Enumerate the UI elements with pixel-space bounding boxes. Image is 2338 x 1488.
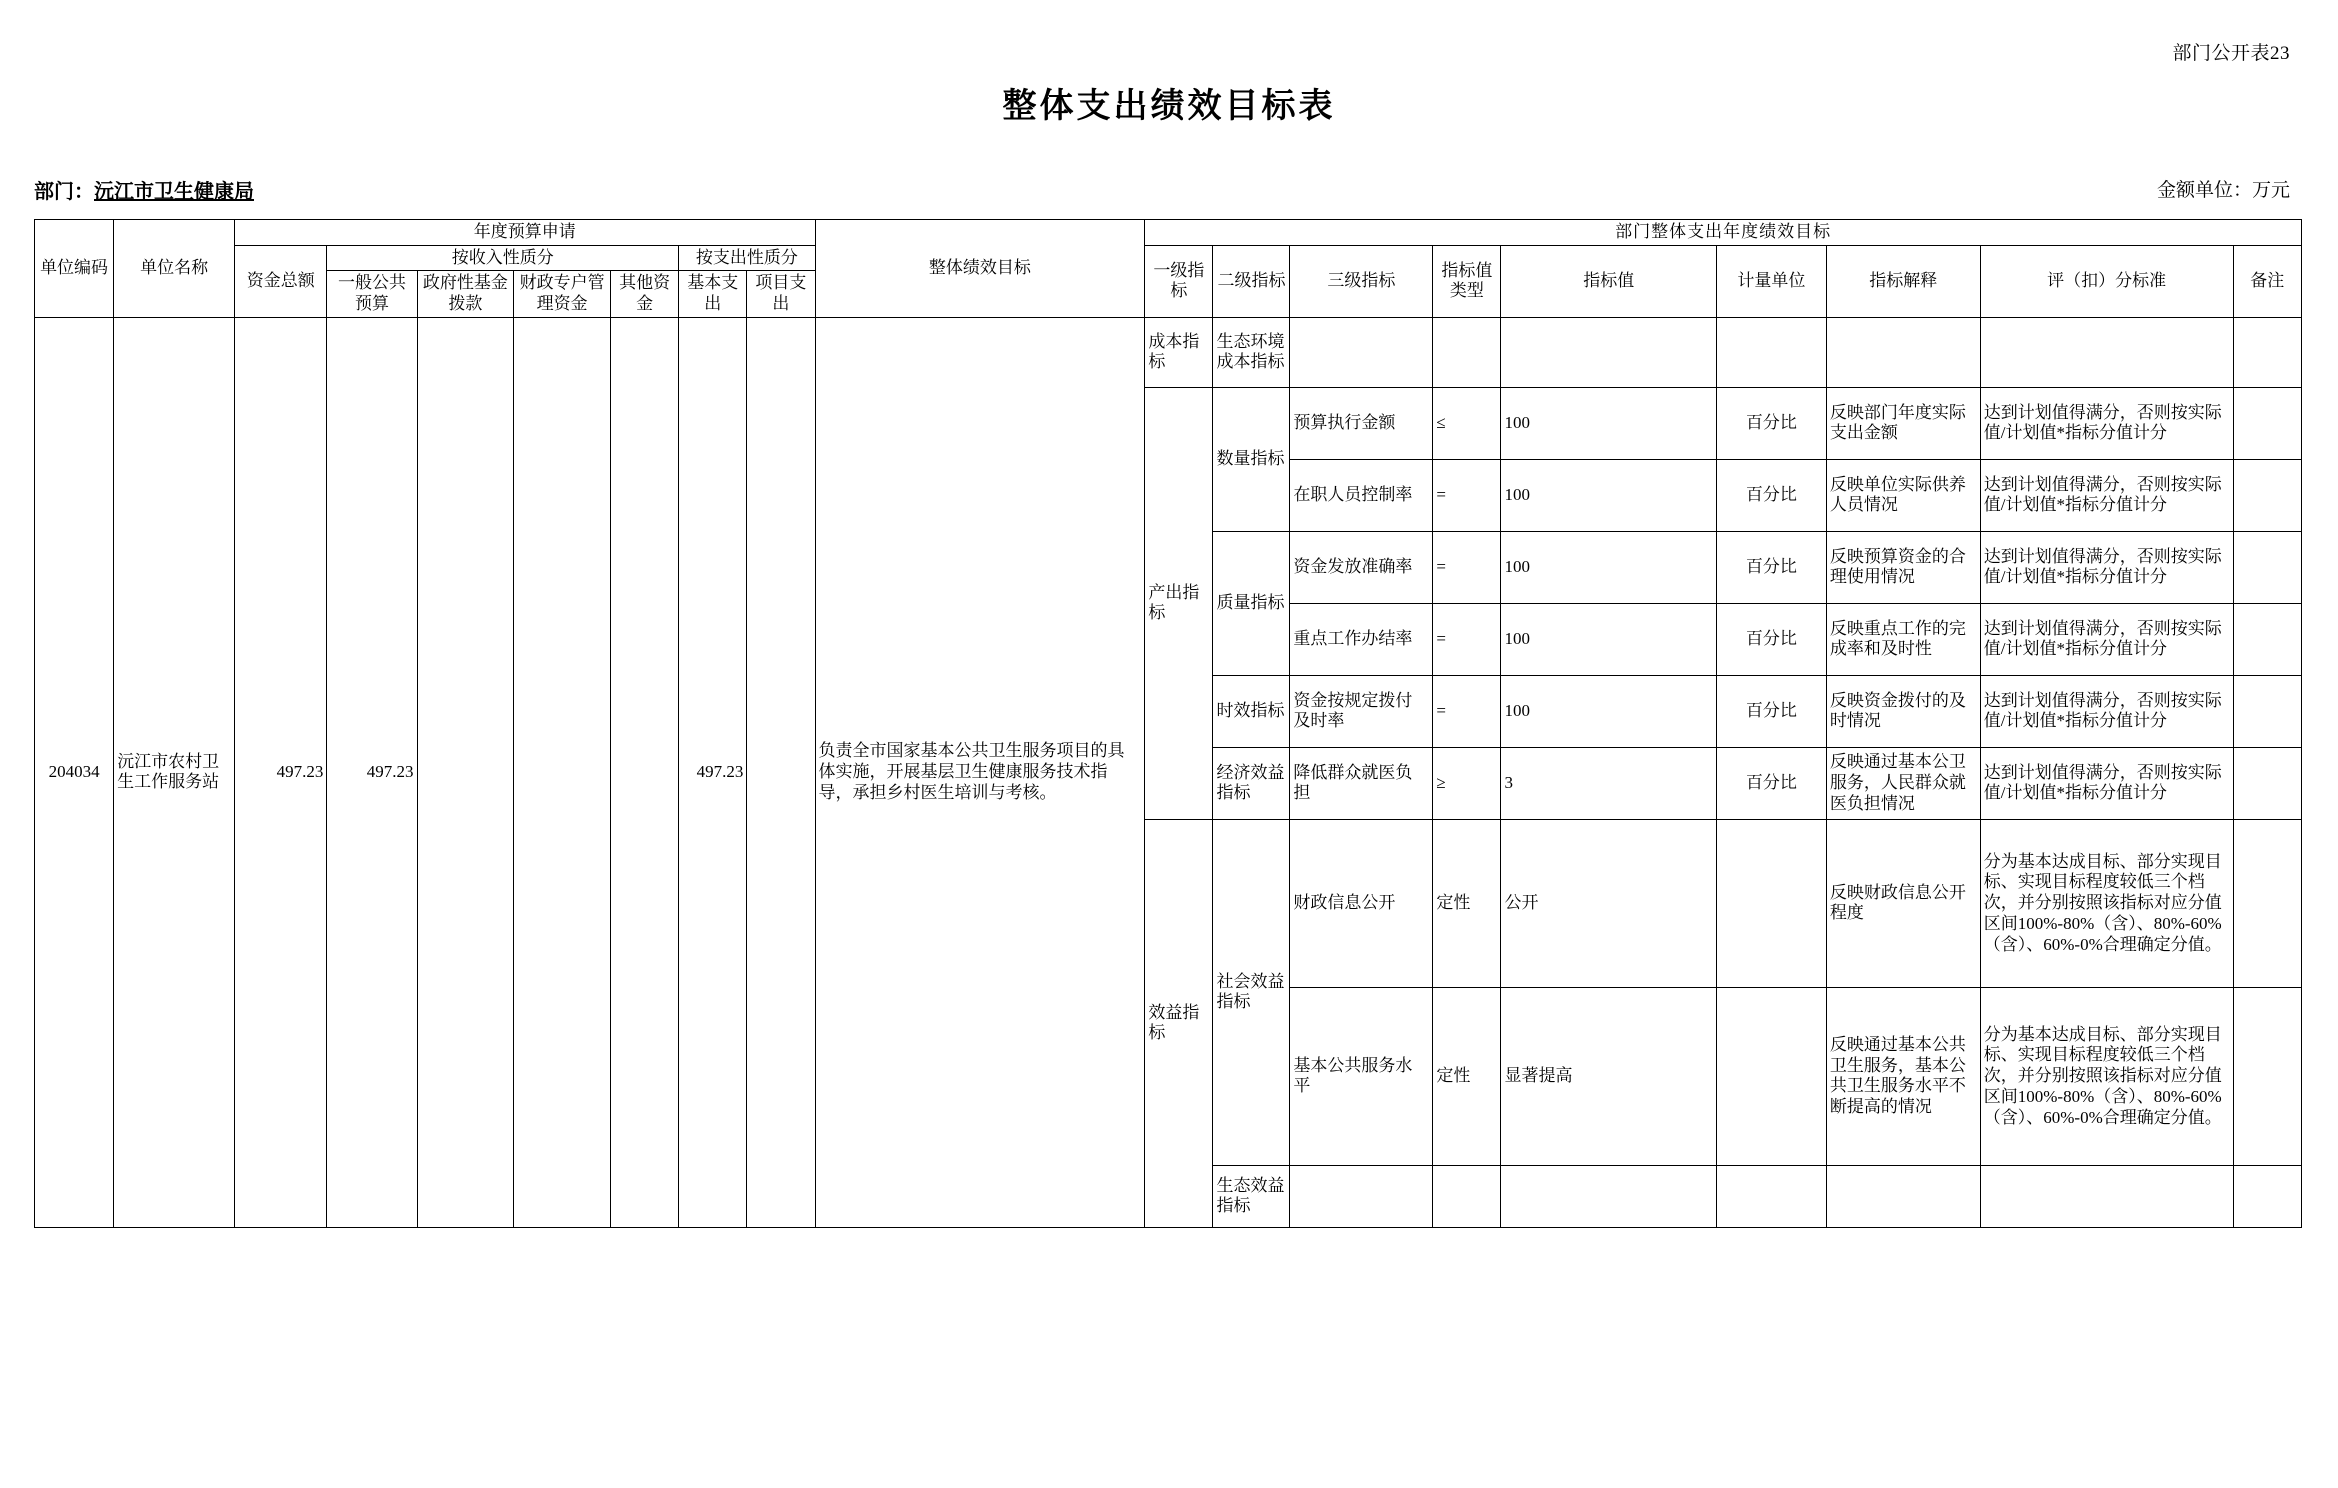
cell-remark — [2233, 987, 2301, 1165]
cell-other-funds — [611, 317, 679, 1227]
cell-value: 100 — [1501, 387, 1716, 459]
table-header-row-1 — [35, 220, 2302, 246]
header-unit-name: 单位名称 — [114, 220, 235, 318]
cell-level3: 降低群众就医负担 — [1290, 747, 1433, 819]
header-explanation: 指标解释 — [1826, 245, 1980, 317]
cell-value-type: = — [1433, 531, 1501, 603]
cell-value-type: ≥ — [1433, 747, 1501, 819]
department-line — [34, 175, 254, 204]
header-remark: 备注 — [2233, 245, 2301, 317]
cell-explanation — [1826, 317, 1980, 387]
cell-value: 100 — [1501, 603, 1716, 675]
cell-value: 3 — [1501, 747, 1716, 819]
cell-value: 100 — [1501, 531, 1716, 603]
document-subheader — [34, 175, 2304, 205]
cell-value — [1501, 1165, 1716, 1227]
cell-level2: 生态效益指标 — [1213, 1165, 1290, 1227]
cell-explanation: 反映通过基本公卫服务，人民群众就医负担情况 — [1826, 747, 1980, 819]
cell-fund-total: 497.23 — [235, 317, 327, 1227]
table-row — [35, 317, 2302, 387]
cell-unit-name: 沅江市农村卫生工作服务站 — [114, 317, 235, 1227]
cell-remark — [2233, 459, 2301, 531]
cell-level3 — [1290, 317, 1433, 387]
cell-general-public-budget: 497.23 — [327, 317, 417, 1227]
cell-scoring: 达到计划值得满分，否则按实际值/计划值*指标分值计分 — [1980, 531, 2233, 603]
cell-explanation: 反映部门年度实际支出金额 — [1826, 387, 1980, 459]
cell-level3: 财政信息公开 — [1290, 819, 1433, 987]
cell-measure-unit: 百分比 — [1716, 531, 1826, 603]
cell-value: 公开 — [1501, 819, 1716, 987]
cell-level2: 经济效益指标 — [1213, 747, 1290, 819]
cell-gov-fund-appropriation — [417, 317, 514, 1227]
header-level3: 三级指标 — [1290, 245, 1433, 317]
header-value: 指标值 — [1501, 245, 1716, 317]
cell-scoring — [1980, 317, 2233, 387]
cell-overall-goal: 负责全市国家基本公共卫生服务项目的具体实施，开展基层卫生健康服务技术指导，承担乡村医生培训与考核。 — [815, 317, 1145, 1227]
header-measure-unit: 计量单位 — [1716, 245, 1826, 317]
cell-scoring: 分为基本达成目标、部分实现目标、实现目标程度较低三个档次，并分别按照该指标对应分值区间100%-80%（含）、80%-60%（含）、60%-0%合理确定分值。 — [1980, 987, 2233, 1165]
cell-level1: 产出指标 — [1145, 387, 1213, 819]
cell-explanation — [1826, 1165, 1980, 1227]
cell-level3: 重点工作办结率 — [1290, 603, 1433, 675]
cell-value: 100 — [1501, 459, 1716, 531]
cell-level3: 资金按规定拨付及时率 — [1290, 675, 1433, 747]
header-basic-expense: 基本支出 — [679, 271, 747, 317]
cell-value-type: 定性 — [1433, 987, 1501, 1165]
header-other-funds: 其他资金 — [611, 271, 679, 317]
header-by-expense-nature: 按支出性质分 — [679, 245, 815, 271]
cell-scoring: 分为基本达成目标、部分实现目标、实现目标程度较低三个档次，并分别按照该指标对应分值区间100%-80%（含）、80%-60%（含）、60%-0%合理确定分值。 — [1980, 819, 2233, 987]
form-number-label: 部门公开表23 — [2172, 43, 2290, 64]
cell-level2: 时效指标 — [1213, 675, 1290, 747]
cell-measure-unit: 百分比 — [1716, 603, 1826, 675]
cell-project-expense — [747, 317, 815, 1227]
performance-goal-table — [34, 219, 2302, 1228]
cell-measure-unit: 百分比 — [1716, 747, 1826, 819]
department-name: 沅江市卫生健康局 — [94, 181, 254, 203]
header-annual-budget-request: 年度预算申请 — [235, 220, 815, 246]
cell-level3: 在职人员控制率 — [1290, 459, 1433, 531]
cell-value-type — [1433, 317, 1501, 387]
cell-level2: 数量指标 — [1213, 387, 1290, 531]
cell-basic-expense: 497.23 — [679, 317, 747, 1227]
cell-value: 100 — [1501, 675, 1716, 747]
header-dept-overall-annual-goal: 部门整体支出年度绩效目标 — [1145, 220, 2302, 246]
cell-measure-unit — [1716, 1165, 1826, 1227]
cell-value — [1501, 317, 1716, 387]
cell-remark — [2233, 1165, 2301, 1227]
cell-measure-unit — [1716, 819, 1826, 987]
cell-level3 — [1290, 1165, 1433, 1227]
cell-level2: 生态环境成本指标 — [1213, 317, 1290, 387]
cell-measure-unit: 百分比 — [1716, 459, 1826, 531]
cell-scoring: 达到计划值得满分，否则按实际值/计划值*指标分值计分 — [1980, 459, 2233, 531]
cell-explanation: 反映通过基本公共卫生服务，基本公共卫生服务水平不断提高的情况 — [1826, 987, 1980, 1165]
cell-level1: 效益指标 — [1145, 819, 1213, 1227]
cell-value-type: 定性 — [1433, 819, 1501, 987]
cell-level2: 社会效益指标 — [1213, 819, 1290, 1165]
cell-scoring: 达到计划值得满分，否则按实际值/计划值*指标分值计分 — [1980, 747, 2233, 819]
cell-level3: 资金发放准确率 — [1290, 531, 1433, 603]
page-title: 整体支出绩效目标表 — [1002, 88, 1336, 125]
header-project-expense: 项目支出 — [747, 271, 815, 317]
table-header-row-2 — [35, 245, 2302, 271]
cell-measure-unit — [1716, 317, 1826, 387]
header-scoring: 评（扣）分标准 — [1980, 245, 2233, 317]
header-fiscal-special-account: 财政专户管理资金 — [514, 271, 611, 317]
cell-level3: 基本公共服务水平 — [1290, 987, 1433, 1165]
header-value-type: 指标值类型 — [1433, 245, 1501, 317]
cell-level2: 质量指标 — [1213, 531, 1290, 675]
header-level2: 二级指标 — [1213, 245, 1290, 317]
cell-scoring: 达到计划值得满分，否则按实际值/计划值*指标分值计分 — [1980, 675, 2233, 747]
cell-measure-unit — [1716, 987, 1826, 1165]
cell-remark — [2233, 747, 2301, 819]
header-level1: 一级指标 — [1145, 245, 1213, 317]
cell-scoring — [1980, 1165, 2233, 1227]
cell-value-type: = — [1433, 675, 1501, 747]
cell-remark — [2233, 675, 2301, 747]
cell-scoring: 达到计划值得满分，否则按实际值/计划值*指标分值计分 — [1980, 603, 2233, 675]
header-gov-fund-appropriation: 政府性基金拨款 — [417, 271, 514, 317]
cell-level1: 成本指标 — [1145, 317, 1213, 387]
cell-explanation: 反映重点工作的完成率和及时性 — [1826, 603, 1980, 675]
cell-measure-unit: 百分比 — [1716, 675, 1826, 747]
cell-explanation: 反映单位实际供养人员情况 — [1826, 459, 1980, 531]
header-overall-goal: 整体绩效目标 — [815, 220, 1145, 318]
amount-unit-label: 金额单位：万元 — [2156, 180, 2290, 201]
cell-scoring: 达到计划值得满分，否则按实际值/计划值*指标分值计分 — [1980, 387, 2233, 459]
cell-explanation: 反映预算资金的合理使用情况 — [1826, 531, 1980, 603]
cell-fiscal-special-account — [514, 317, 611, 1227]
header-fund-total: 资金总额 — [235, 245, 327, 317]
cell-value-type: = — [1433, 459, 1501, 531]
header-general-public-budget: 一般公共预算 — [327, 271, 417, 317]
cell-remark — [2233, 387, 2301, 459]
cell-measure-unit: 百分比 — [1716, 387, 1826, 459]
cell-value: 显著提高 — [1501, 987, 1716, 1165]
cell-unit-code: 204034 — [35, 317, 114, 1227]
cell-explanation: 反映资金拨付的及时情况 — [1826, 675, 1980, 747]
cell-remark — [2233, 819, 2301, 987]
cell-remark — [2233, 531, 2301, 603]
cell-explanation: 反映财政信息公开程度 — [1826, 819, 1980, 987]
header-by-income-nature: 按收入性质分 — [327, 245, 679, 271]
cell-value-type — [1433, 1165, 1501, 1227]
cell-value-type: ≤ — [1433, 387, 1501, 459]
cell-level3: 预算执行金额 — [1290, 387, 1433, 459]
cell-remark — [2233, 603, 2301, 675]
cell-value-type: = — [1433, 603, 1501, 675]
header-unit-code: 单位编码 — [35, 220, 114, 318]
department-prefix: 部门： — [34, 181, 94, 203]
cell-remark — [2233, 317, 2301, 387]
